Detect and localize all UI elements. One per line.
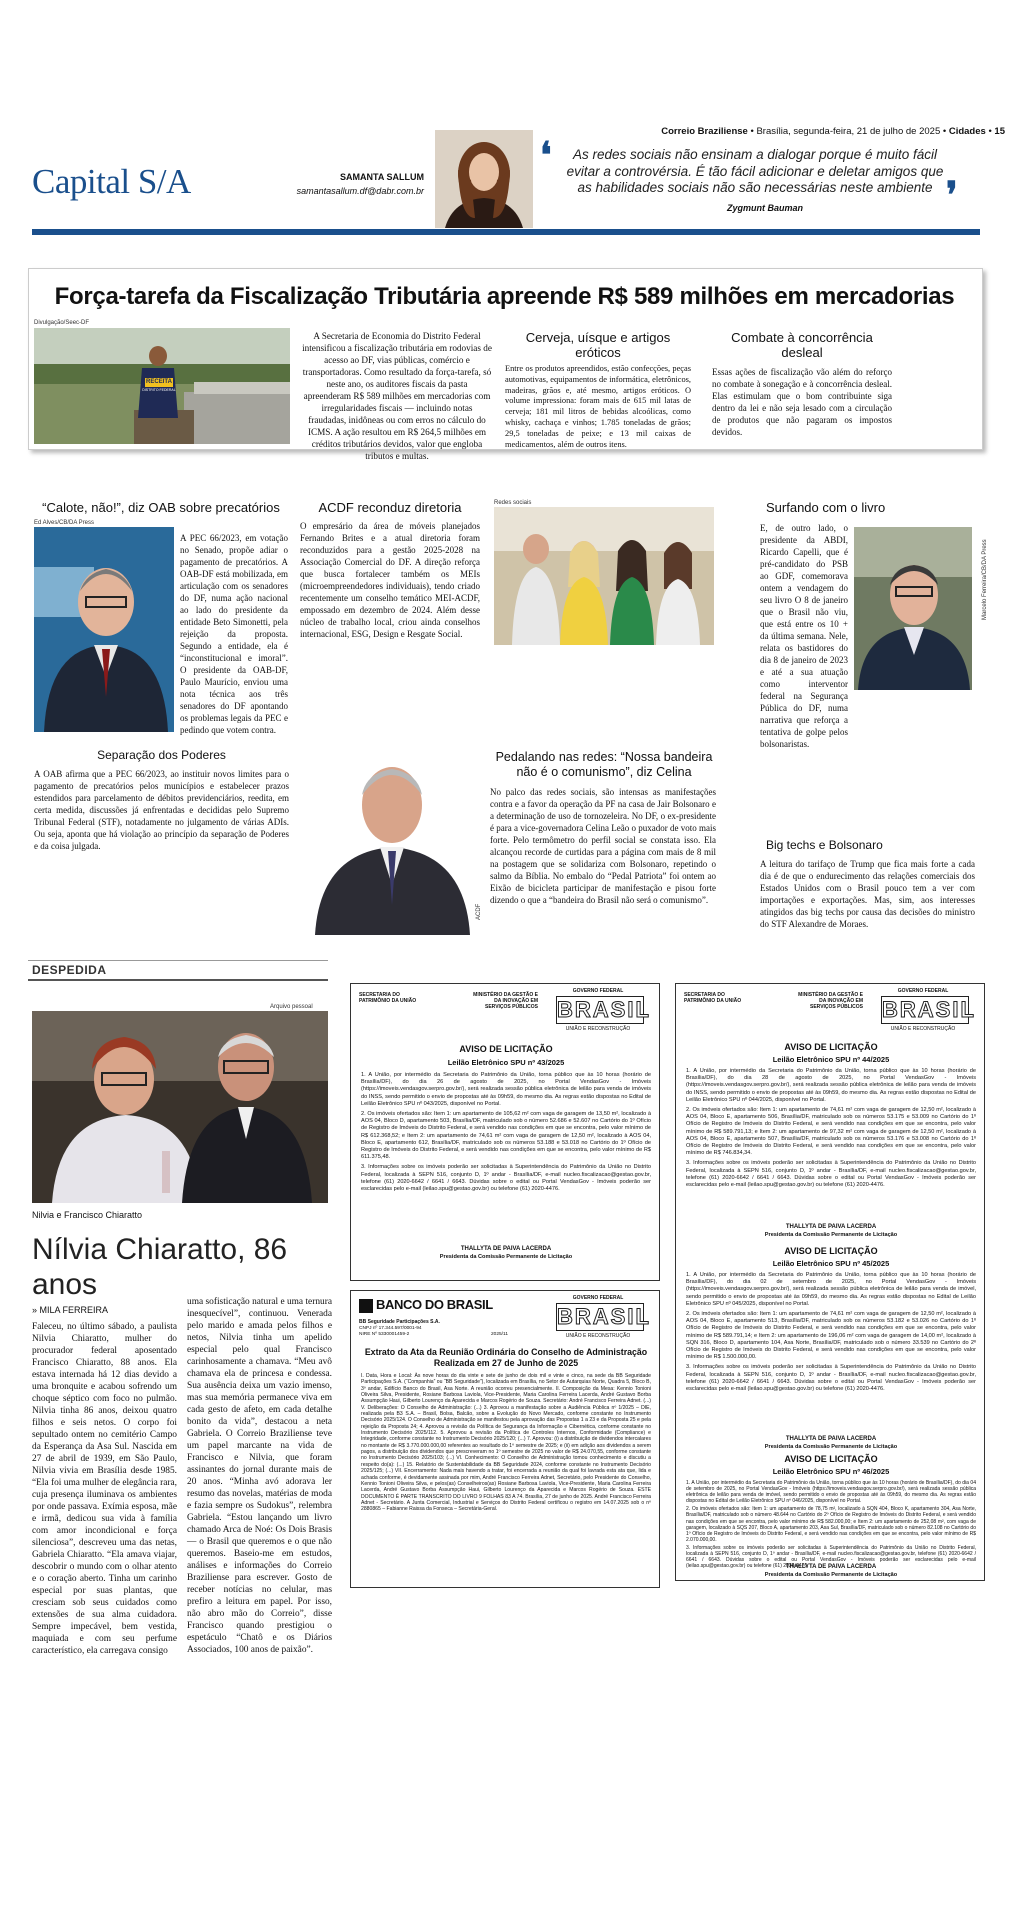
capelli-text: E, de outro lado, o presidente da ABDI, Ricardo Capelli, que é pré-candidato do PSB ao GDF, comemorava ontem a vendagem do seu livro O 8 de janeiro que o Brasil não viu, que está entre os 10 + da última semana. Nele, relata os bastidores do dia 8 de janeiro de 2023 e até a sua atuação como interventor federal na Segurança Pública do DF, numa narrativa que reforça a tentativa de golpe pelos bolsonaristas.: [760, 523, 848, 749]
lead-subhead-1: Cerveja, uísque e artigos eróticos: [525, 330, 671, 360]
lead-photo: [34, 328, 290, 444]
quote-close-mark: ❜: [946, 175, 958, 215]
notice3-b-role: Presidenta da Comissão Permanente de Licitação: [764, 1444, 898, 1450]
lead-photo-shirt-label: RECEITA: [146, 379, 172, 385]
quote-open-mark: ❛: [540, 135, 552, 175]
lead-headline: Força-tarefa da Fiscalização Tributária apreende R$ 589 milhões em mercadorias: [54, 283, 955, 310]
obit-photo: [32, 1011, 328, 1203]
lead-photo-shirt-sublabel: DISTRITO FEDERAL: [142, 388, 176, 392]
notice2-gov: GOVERNO FEDERAL: [572, 1295, 624, 1301]
folio-sep-2: •: [940, 126, 949, 137]
notice1-motto: UNIÃO E RECONSTRUÇÃO: [565, 1026, 631, 1032]
oab-subhead: Separação dos Poderes: [97, 748, 226, 762]
columnist-name: SAMANTA SALLUM: [340, 172, 424, 182]
bb-logo-mark: [359, 1299, 373, 1313]
notice3-c-role: Presidenta da Comissão Permanente de Licitação: [764, 1572, 898, 1578]
lead-text-1: Entre os produtos apreendidos, estão confecções, peças automotivas, equipamentos de informática, eletrônicos, madeiras, grãos e, até mesmo, artigos eróticos. O volume impressiona: foram mais de 615 mil latas de cerveja; 181 mil litros de bebidas alcoólicas, como whisky, cachaça e vinhos; 1.785 toneladas de grãos; 29,5 toneladas de peixe; e 13 mil caixas de medicamentos, além de outros itens.: [505, 364, 691, 449]
capelli-text-2: A leitura do tarifaço de Trump que fica mais forte a cada dia é de que o endurecimento das relações comerciais dos Estados Unidos com o Brasil pouco tem a ver com importações e exportações. Mas, sim, aos interesses atingidos das big techs por causa das decisões do ministro do STF Alexandre de Moraes.: [760, 859, 975, 929]
notice3-c-p2: 2. Os imóveis ofertados são: Item 1: um apartamento de 78,75 m², localizado à SQN 404, Bloco K, apartamento 304, Asa Norte, Brasília/DF, matriculado sob o número 48.644 no Cartório do 2º Ofício de Registro de Imóveis do Distrito Federal, e será vendido nas condições em que se encontra, pelo valor mínimo de R$ 582.000,00; e Item 2: um apartamento de 252,08 m², com vaga de garagem, localizado à SQS 207, Bloco A, apartamento 203, Asa Sul, Brasília/DF, matriculado sob o número 82.108 no Cartório do 1º Ofício de Registro de Imóveis do Distrito Federal, e será vendido nas condições em que se encontra, pelo valor mínimo de R$ 2.070.000,00.: [686, 1506, 976, 1543]
obit-photo-caption: Nilvia e Francisco Chiaratto: [32, 1210, 143, 1220]
notice3-b-p2: 2. Os imóveis ofertados são: Item 1: um apartamento de 74,61 m² com vaga de garagem de 12,50 m², localizado à AOS 04, Bloco E, apartamento 513, Brasília/DF, matriculado sob os números 53.182 e 53.026 no Cartório do 1º Ofício de Registro de Imóveis do Distrito Federal, e será vendido nas condições em que se encontra, pelo valor mínimo de R$ 589.791,14; e Item 2: um apartamento de 196,06 m² com vaga de garagem de 14,00 m², localizado à SQN 316, Bloco D, apartamento 104, Asa Norte, Brasília/DF, matriculado sob o número 33.539 no Cartório do 2º Ofício de Registro de Imóveis do Distrito Federal, e será vendido nas condições em que se encontra, pelo valor mínimo de R$ 1.500.000,00.: [686, 1311, 976, 1361]
folio-sep-1: •: [747, 126, 757, 137]
notice2-nire: NIRE Nº 5330001459-2: [359, 1332, 410, 1337]
column-quote: As redes sociais não ensinam a dialogar porque é muito fácil evitar a controvérsia. É tão fácil adicionar e deletar amigos que as habilidades sociais não são necessárias neste ambiente: [566, 147, 944, 195]
notice3-a-p2: 2. Os imóveis ofertados são: Item 1: um apartamento de 74,61 m² com vaga de garagem de 12,50 m², localizado à AOS 04, Bloco E, apartamento 506, Brasília/DF, matriculado sob os números 53.175 e 53.009 no Cartório do 1º Ofício de Registro de Imóveis do Distrito Federal, e será vendido nas condições em que se encontra, pelo valor mínimo de R$ 589.791,13; e Item 2: um apartamento de 97,32 m² com vaga de garagem de 12,50 m², localizado à AOS 04, Bloco E, apartamento 507, Brasília/DF, matriculado sob os números 53.176 e 53.008 no Cartório do 1º Ofício de Registro de Imóveis do Distrito Federal, e será vendido nas condições em que se encontra, pelo valor mínimo de R$ 746.834,34.: [686, 1107, 976, 1157]
notice3-gov: GOVERNO FEDERAL: [897, 988, 949, 994]
notice3-c-sign: THALLYTA DE PAIVA LACERDA: [785, 1564, 877, 1570]
folio-sep-3: •: [985, 126, 995, 137]
folio-section: Cidades: [948, 126, 986, 137]
notice1-sign: THALLYTA DE PAIVA LACERDA: [460, 1246, 552, 1252]
lead-text-2: Essas ações de fiscalização vão além do reforço no combate à sonegação e à concorrência desleal. Elas estimulam que o bom contribuinte siga dentro da lei e não seja lesado com a circulação de produtos que não pagaram os impostos devidos.: [712, 367, 892, 437]
quote-author: Zygmunt Bauman: [726, 203, 803, 213]
notice3-org-mid: MINISTÉRIO DA GESTÃO E DA INOVAÇÃO EM SERVIÇOS PÚBLICOS: [798, 992, 863, 1010]
notice3-b-sub: Leilão Eletrônico SPU nº 45/2025: [772, 1259, 890, 1268]
notice-bb-seguridade: [350, 1290, 660, 1588]
lead-intro: A Secretaria de Economia do Distrito Federal intensificou a fiscalização tributária em rodovias de acesso ao DF, vias públicas, comércio e transportadoras. Como resultado da força-tarefa, só neste ano, os auditores fiscais da pasta apreenderam R$ 589 milhões em mercadorias com irregularidades fiscais — incluindo notas fraudadas, inidôneas ou com erros no cálculo do ICMS. A ação resultou em R$ 264,5 milhões em créditos tributários devidos, valor que engloba tributos e multas.: [302, 331, 492, 461]
notice1-org-mid: MINISTÉRIO DA GESTÃO E DA INOVAÇÃO EM SERVIÇOS PÚBLICOS: [473, 992, 538, 1010]
capelli-subhead: Big techs e Bolsonaro: [766, 838, 883, 852]
notice-spu-44-45-46: [675, 983, 985, 1581]
capelli-photo: [854, 527, 972, 690]
notice3-org-left: SECRETARIA DO PATRIMÔNIO DA UNIÃO: [684, 992, 742, 1004]
columnist-email: samantasallum.df@dabr.com.br: [296, 186, 424, 196]
notice3-c-sub: Leilão Eletrônico SPU nº 46/2025: [772, 1467, 890, 1476]
page-folio: [520, 126, 1005, 138]
notice3-a-sign: THALLYTA DE PAIVA LACERDA: [785, 1224, 877, 1230]
notice2-title: Extrato da Ata da Reunião Ordinária do Conselho de Administração Realizada em 27 de Junho de 2025: [364, 1347, 648, 1368]
oab-photo: [34, 527, 174, 732]
notice1-p2: 2. Os imóveis ofertados são: Item 1: um apartamento de 105,62 m² com vaga de garagem de 13,50 m², localizado à AOS 04, Bloco D, apartamento 503, Brasília/DF, matriculado sob o número 52.686 e 52.607 no Cartório do 1º Ofício de Registro de Imóveis do Distrito Federal, e será vendido nas condições em que se encontra, pelo valor mínimo de R$ 612.368,52; e Item 2: um apartamento de 74,61 m² com vaga de garagem de 12,50 m², localizado à AOS 04, Bloco E, apartamento 612, Brasília/DF, matriculado sob os números 53.188 e 53.018 no Cartório do 1º Ofício de Registro de Imóveis do Distrito Federal, e será vendido nas condições em que se encontra, pelo valor mínimo de R$ 611.375,48.: [361, 1111, 651, 1161]
notice3-motto: UNIÃO E RECONSTRUÇÃO: [890, 1026, 956, 1032]
notice3-a-p3: 3. Informações sobre os imóveis poderão ser solicitadas à Superintendência do Patrimônio da União no Distrito Federal, localizada à SEPN 516, conjunto D, 1º andar - Brasília/DF, e-mail nucleo.fiscalizacao@gestao.gov.br, telefone (61) 2020-6642 / 6641 / 6643. Dúvidas sobre o edital ou Portal VendasGov - Imóveis poderão ser esclarecidas pelo e-mail (leilao.spu@gestao.gov.br) ou telefone (61) 2020-4476.: [686, 1160, 976, 1189]
notice3-b-p1: 1. A União, por intermédio da Secretaria do Patrimônio da União, torna público que às 10 horas (horário de Brasília/DF), do dia 02 de setembro de 2025, no Portal VendasGov - Imóveis (https://imoveis.vendasgov.serpro.gov.br/), será realizada sessão pública eletrônica de leilão para venda de imóvel, sendo permitido o envio de propostas até às 09h59, do mesmo dia. As regras estão dispostas no Edital de Leilão Eletrônico SPU nº 045/2025, disponível no Portal.: [686, 1272, 976, 1307]
oab-title: “Calote, não!”, diz OAB sobre precatórios: [42, 500, 280, 515]
obit-top-rule: [28, 960, 328, 961]
notice2-brasil-logo: BRASIL: [557, 1304, 651, 1329]
notice3-b-title: AVISO DE LICITAÇÃO: [784, 1246, 878, 1256]
notice2-bank: BANCO DO BRASIL: [376, 1297, 493, 1312]
obit-byline: » MILA FERREIRA: [32, 1305, 109, 1315]
obit-text-2: uma sofisticação natural e uma ternura inesquecível”, continuou. Venerada pelo marido e amada pelos filhos e netos, Nilvia tinha um apelido especial pelo qual Francisco carinhosamente a chamava. “Meu avô chamava ela de princesa e condessa. Sua ausência deixa um vazio imenso, mas sua memória permanece viva em cada gesto de afeto, em cada detalhe bonito da vida”, destacou a neta Gabriela. O Correio Braziliense teve um papel marcante na vida de Francisco e Nilvia, que foram assinantes do jornal durante mais de 20 anos. “Minha avó adorava ler resumo das novelas, matérias de moda e fazia sempre os Sudokus”, relembra Gabriela. “Estou lançando um livro chamado Arca de Noé: Os Dois Brasis — o Brasil que queremos e o que não queremos. Baseio-me em estudos, análises e informações do Correio Braziliense para escrever. Gosto de receber notícias no celular, mas prefiro a leitura em papel. Por isso, não abro mão do Correio”, disse Francisco quando prestigiou o espetáculo “Chatô e os Diários Associados, 100 anos de paixão”.: [187, 1297, 332, 1655]
celina-text: No palco das redes sociais, são intensas as manifestações contra e a favor da operação da PF na casa de Jair Bolsonaro e a determinação de uso de tornozeleira. No DF, o ex-presidente é para a vice-governadora Celina Leão o puxador de voto mais forte. Pelo termômetro do perfil social se constata isso. Ela alcançou recorde de curtidas para a página com mais de 8 mil na postagem que se solidariza com Bolsonaro, repetindo o salmo da Bíblia. No embalo do “Pedal Patriota” foi ontem ao Eixão de bicicleta participar de manifestação e pisou forte dizendo o que a “bandeira do Brasil não será o comunismo”.: [490, 787, 716, 905]
notice3-a-title: AVISO DE LICITAÇÃO: [784, 1042, 878, 1052]
notice-spu-43: [350, 983, 660, 1281]
notice3-a-role: Presidenta da Comissão Permanente de Licitação: [764, 1232, 898, 1238]
lead-subhead-2: Combate à concorrência desleal: [731, 330, 873, 360]
notice1-p3: 3. Informações sobre os imóveis poderão ser solicitadas à Superintendência do Patrimônio da União no Distrito Federal, localizada à SEPN 516, conjunto D, 1º andar - Brasília/DF, e-mail nucleo.fiscalizacao@gestao.gov.br, telefone (61) 2020-6642 / 6641 / 6643. Dúvidas sobre o edital ou Portal VendasGov - Imóveis poderão ser esclarecidas pelo e-mail (leilao.spu@gestao.gov.br) ou telefone (61) 2020-4476.: [361, 1164, 651, 1193]
notice3-a-sub: Leilão Eletrônico SPU nº 44/2025: [772, 1055, 890, 1064]
notice3-c-p3: 3. Informações sobre os imóveis poderão ser solicitadas à Superintendência do Patrimônio da União no Distrito Federal, localizada à SEPN 516, conjunto D, 1º andar - Brasília/DF, e-mail nucleo.fiscalizacao@gestao.gov.br, telefone (61) 2020-6642 / 6641 / 6643. Dúvidas sobre o edital ou Portal VendasGov - Imóveis poderão ser esclarecidas pelo e-mail (leilao.spu@gestao.gov.br) ou telefone (61) 2020-4476.: [686, 1544, 976, 1570]
celina-title: Pedalando nas redes: “Nossa bandeira não é o comunismo”, diz Celina: [495, 750, 713, 779]
folio-paper: Correio Braziliense: [661, 126, 748, 137]
acdf-text: O empresário da área de móveis planejados Fernando Brites e a atual diretoria foram reconduzidos para a gestão 2025-2028 na Associação Comercial do DF. A direção reforça que busca fortalecer também os MEIs (microempreendedores individuais), tendo criado recentemente um conselho temático MEI-ACDF, empossado em dezembro de 2024. Além desse núcleo de trabalho local, criou ainda conselhos internacional, ESG, Design e Resgate Social.: [300, 521, 480, 639]
obit-tag: DESPEDIDA: [32, 963, 107, 977]
obit-photo-credit: Arquivo pessoal: [270, 1004, 313, 1010]
obit-text-1: Faleceu, no último sábado, a paulista Nilvia Chiaratto, mulher do procurador federal aposentado Francisco Chiaratto, 88 anos. Ela estava internada há 12 dias devido a uma bronquite e acabou sofrendo um choque séptico com foco no pulmão. Nilvia tinha 86 anos, deixou quatro filhos e seis netos. O corpo foi sepultado ontem no cemitério Campo da Esperança da Asa Sul. Nascida em 27 de abril de 1939, em São Paulo, Nilvia vivia em Brasília desde 1985. “Ela foi uma mulher de elegância rara, cuja presença iluminava os ambientes por onde passava. Exímia esposa, mãe e irmã, dedicou sua vida à família com amor incondicional e força silenciosa”, descreveu uma das netas, Gabriela Chiaratto. “Ela amava viajar, descobrir o mundo com o olhar atento e o coração aberto. Tinha um carinho especial por suas plantas, que cresciam sob seus cuidados como extensões de sua alma cuidadora. Sempre impecável, bem vestida, maquiada e com seu perfume característico, ela carregava consigo: [32, 1322, 177, 1656]
columnist-photo: [435, 130, 533, 228]
oab-photo-credit: Ed Alves/CB/DA Press: [34, 520, 95, 526]
capelli-title: Surfando com o livro: [766, 500, 886, 515]
oab-text: A PEC 66/2023, em votação no Senado, propõe adiar o pagamento de precatórios. A OAB-DF está mobilizada, em articulação com os senadores do DF, numa ação nacional ao lado do presidente da entidade Beto Simonetti, pela rejeição da proposta. Segundo a entidade, ela é “inconstitucional e imoral”. O presidente da OAB-DF, Paulo Maurício, enviou uma nota técnica aos três senadores do DF apontando os problemas legais da PEC e pedindo que votem contra.: [180, 533, 288, 735]
notice3-a-p1: 1. A União, por intermédio da Secretaria do Patrimônio da União, torna público que às 10 horas (horário de Brasília/DF), do dia 28 de agosto de 2025, no Portal VendasGov - Imóveis (https://imoveis.vendasgov.serpro.gov.br/), será realizada sessão pública eletrônica de leilão para venda de imóveis do INSS, sendo permitido o envio de propostas até às 09h59, do mesmo dia. As regras estão dispostas no Edital de Leilão Eletrônico SPU nº 044/2025, disponível no Portal.: [686, 1068, 976, 1103]
capelli-photo-credit: Marcelo Ferreira/CB/DA Press: [982, 539, 988, 620]
acdf-photo-credit: ACDF: [476, 903, 482, 920]
masthead-rule: [32, 229, 980, 235]
notice2-body: I. Data, Hora e Local: Às nove horas do dia vinte e sete de junho de dois mil e vinte e cinco, na sede da BB Seguridade Participações S.A. (“Companhia” ou “BB Seguridade”), localizada em Brasília, no Setor de Autarquias Norte, Quadra 5, Bloco B, 3º andar, Edifício Banco do Brasil, Asa Norte. A reunião ocorreu presencialmente. II. Composição da Mesa: Kennio Tonioni Oliveira Silva, Presidente, Rosiane Barbosa Laviola, Vice-Presidente, Maria Carolina Ferreira Lacerda, André Gustavo Borba Assumpção Haui, Gilberto Lourenço da Aparecida e Marcos Rogério de Souza. Secretário: André Francisco Ferreira Adnet. (...) V. Deliberações: O Conselho de Administração: (...) 3. Aprovou a manifestação sobre a Audiência Pública nº 1/2025 – DIE, realizada pela B3 S.A. – Brasil, Bolsa, Balcão, sobre a Evolução do Novo Mercado, conforme constante no Instrumento Decisório 2025/124. O Conselho de Administração se manifestou pela aprovação das Propostas 1 a 23 e da Proposta 25 e pela rejeição da Proposta 24; 4. Aprovou a revisão da Política de Segurança da Informação e Cibernética, conforme constante no Instrumento Decisório 2025/112. 5. Aprovou a revisão da Política de Controles Internos, Conformidade (Compliance) e Integridade, conforme constante no Instrumento Decisório 2025/120; (...) 7. Aprovou: (i) a distribuição de dividendos intercalares no montante de R$ 3.770.000.000,00 referentes ao resultado do 1º semestre de 2025; e (ii) em adição aos dividendos a serem pagos, a distribuição dos dividendos que prescreveram no 1º semestre de 2025 no valor de R$ 24.070,55, conforme constante no Instrumento Decisório 2025/103; (...) VI. Conhecimento: O Conselho de Administração tomou conhecimento e discutiu a respeito do(a): (...) 15. Relatório de Sustentabilidade da BB Seguridade 2024, conforme constante no Instrumento Decisório 2025/125; (...) VII. Encerramento: Nada mais havendo a tratar, foi encerrada a reunião da qual foi lavrada esta ata que, lida e achada conforme, é devidamente assinada por mim, André Francisco Ferreira Adnet, Secretário, pelo Presidente do Conselho, Kennio Tonioni Oliveira Silva, e pelos(as) Conselheiros(as) Rosiane Barbosa Laviola, Vice-Presidente, Maria Carolina Ferreira Lacerda, André Gustavo Borba Assumpção Haui, Gilberto Lourenço da Aparecida e Marcos Rogério de Souza. ESTE DOCUMENTO É PARTE TRANSCRITO DO LIVRO 9 FOLHAS 83 A 74. Brasília, 27 de junho de 2025. André Francisco Ferreira Adnet - Secretário. A Junta Comercial, Industrial e Serviços do Distrito Federal certificou o registro em 14.07.2025 sob o nº 2880865 – Fabianne Raissa da Fonseca – Secretária-Geral.: [361, 1373, 651, 1513]
acdf-title: ACDF reconduz diretoria: [318, 500, 462, 515]
notice3-b-p3: 3. Informações sobre os imóveis poderão ser solicitadas à Superintendência do Patrimônio da União no Distrito Federal, localizada à SEPN 516, conjunto D, 1º andar - Brasília/DF, e-mail nucleo.fiscalizacao@gestao.gov.br, telefone (61) 2020-6642 / 6641 / 6643. Dúvidas sobre o edital ou Portal VendasGov - Imóveis poderão ser esclarecidas pelo e-mail (leilao.spu@gestao.gov.br) ou telefone (61) 2020-4476.: [686, 1364, 976, 1393]
notice3-c-title: AVISO DE LICITAÇÃO: [784, 1454, 878, 1464]
notice2-motto: UNIÃO E RECONSTRUÇÃO: [565, 1333, 631, 1339]
celina-photo: [494, 507, 714, 645]
acdf-photo: [300, 735, 475, 935]
folio-date: Brasília, segunda-feira, 21 de julho de 2025: [756, 126, 941, 137]
oab-text-2: A OAB afirma que a PEC 66/2023, ao instituir novos limites para o pagamento de precatórios pelos municípios e estabelecer prazos estendidos para parcelamento de débitos previdenciários, reedita, em certa medida, discussões já enfrentadas e decididas pelo Supremo Tribunal Federal (STF), notadamente no julgamento de várias ADIs. Ou seja, aponta que há violação ao princípio da separação de Poderes e da coisa julgada.: [34, 769, 289, 851]
notice1-org-left: SECRETARIA DO PATRIMÔNIO DA UNIÃO: [359, 992, 417, 1004]
notice1-sub: Leilão Eletrônico SPU nº 43/2025: [447, 1058, 565, 1067]
notice3-b-sign: THALLYTA DE PAIVA LACERDA: [785, 1436, 877, 1442]
notice1-gov: GOVERNO FEDERAL: [572, 988, 624, 994]
lead-photo-credit: Divulgação/Seec-DF: [34, 320, 90, 326]
notice1-role: Presidenta da Comissão Permanente de Licitação: [439, 1254, 573, 1260]
folio-page: 15: [994, 126, 1005, 137]
notice3-c-p1: 1. A União, por intermédio da Secretaria do Patrimônio da União, torna público que às 10 horas (horário de Brasília/DF), do dia 04 de setembro de 2025, no Portal VendasGov - Imóveis (https://imoveis.vendasgov.serpro.gov.br/), será realizada sessão pública eletrônica de leilão para venda de imóvel, sendo permitido o envio de propostas até às 09h59, do mesmo dia. As regras estão dispostas no Edital de Leilão Eletrônico SPU nº 046/2025, disponível no Portal.: [686, 1480, 976, 1505]
obit-name: Nílvia Chiaratto, 86 anos: [32, 1233, 288, 1301]
notice2-company: BB Seguridade Participações S.A.: [359, 1319, 440, 1325]
notice1-p1: 1. A União, por intermédio da Secretaria do Patrimônio da União, torna público que às 10 horas (horário de Brasília/DF), do dia 26 de agosto de 2025, no Portal VendasGov - Imóveis (https://imoveis.vendasgov.serpro.gov.br/), será realizada sessão pública eletrônica de leilão para venda de imóveis do INSS, sendo permitido o envio de propostas até às 09h59, do mesmo dia. As regras estão dispostas no Edital de Leilão Eletrônico SPU nº 043/2025, disponível no Portal.: [361, 1072, 651, 1107]
celina-photo-credit: Redes sociais: [494, 500, 532, 506]
notice2-cnpj: CNPJ nº 17.344.597/0001-94: [359, 1326, 422, 1331]
column-title: Capital S/A: [32, 162, 191, 201]
obit-tag-rule: [28, 979, 328, 981]
notice2-code: 2025/11: [491, 1332, 508, 1337]
notice1-brasil-logo: BRASIL: [557, 997, 651, 1022]
notice1-title: AVISO DE LICITAÇÃO: [459, 1044, 553, 1054]
notice3-brasil-logo: BRASIL: [882, 997, 976, 1022]
